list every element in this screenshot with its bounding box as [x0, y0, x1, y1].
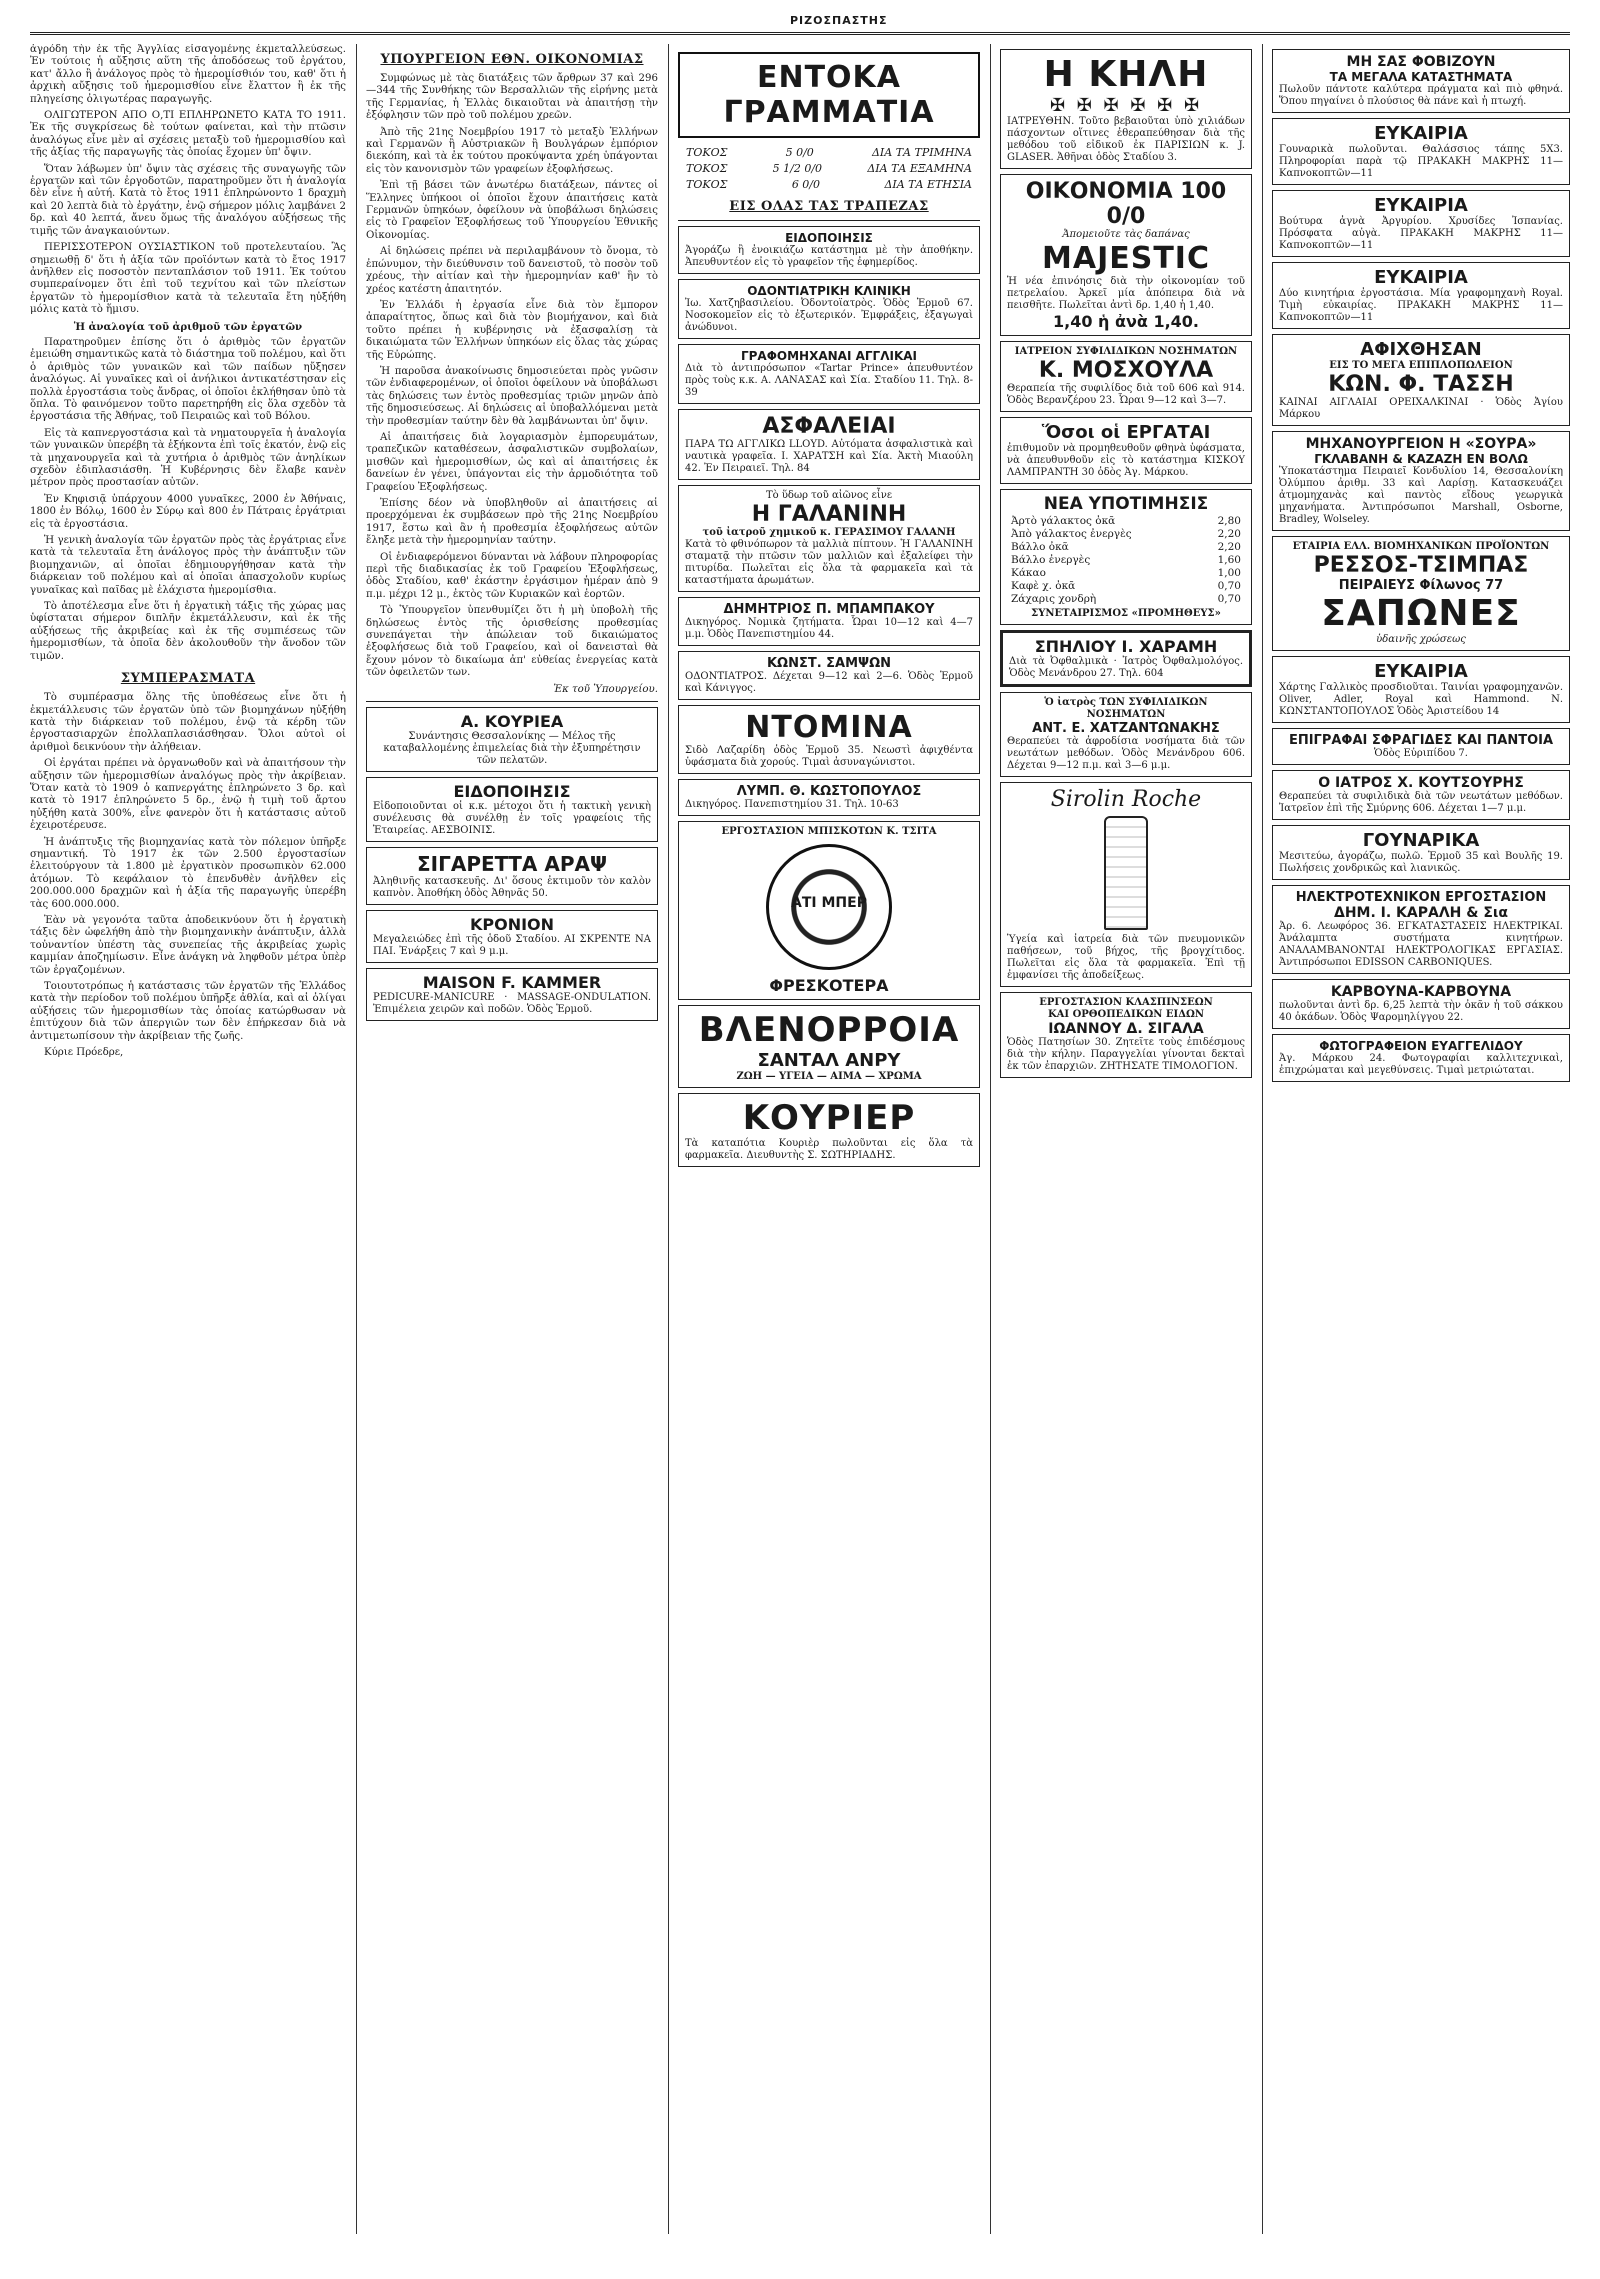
price-item: Ἀρτὸ γάλακτος ὀκᾶ [1011, 515, 1116, 527]
price-row [1011, 593, 1241, 605]
ad-name: ΙΩΑΝΝΟΥ Δ. ΣΙΓΑΛΑ [1048, 1021, 1204, 1037]
ad-footer: ΣΥΝΕΤΑΙΡΙΣΜΟΣ «ΠΡΟΜΗΘΕΥΣ» [1031, 608, 1221, 619]
ad-title: Κ. ΜΟΣΧΟΥΛΑ [1038, 358, 1214, 383]
ad-body: Εἰδοποιοῦνται οἱ κ.κ. μέτοχοι ὅτι ἡ τακτικὴ γενικὴ συνέλευσις θὰ συνέλθῃ ἐν τοῖς γραφείοις τῆς Ἑταιρείας. ΑΕΣΒΟΙΝΙΣ. [373, 801, 651, 837]
ad-title: ΚΡΟΝΙΟΝ [469, 915, 555, 935]
article-paragraph: Συμφώνως μὲ τὰς διατάξεις τῶν ἄρθρων 37 καὶ 296—344 τῆς Συνθήκης τῶν Βερσαλλιῶν τῆς εἰρήνης μετὰ τῆς Γερμανίας, ἡ Ἑλλὰς δικαιοῦται νὰ ἀπαιτήσῃ τὴν ἐξόφλησιν τῶν πρὸ τοῦ πολέμου χρεῶν. [366, 73, 658, 122]
ad-body: Βούτυρα ἀγνὰ Ἀργυρίου. Χρυσίδες Ἰσπανίας. Πρόσφατα αὐγὰ. ΠΡΑΚΑΚΗ ΜΑΚΡΗΣ 11—Καπνοκοπτῶν—11 [1279, 216, 1563, 251]
ad-title: ΑΦΙΧΘΗΣΑΝ [1360, 339, 1482, 360]
ad-body: Θεραπεύει τὰ ἀφροδίσια νοσήματα διὰ τῶν νεωτάτων μεθόδων. Ὁδὸς Μενάνδρου 606. Δέχεται 9—12 π.μ. καὶ 3—6 μ.μ. [1007, 736, 1245, 771]
ad-pretitle: ΙΑΤΡΕΙΟΝ ΣΥΦΙΛΙΔΙΚΩΝ ΝΟΣΗΜΑΤΩΝ [1014, 346, 1238, 357]
running-header [30, 14, 1570, 35]
price-value: 1,00 [1217, 567, 1241, 579]
ad-printing [1272, 728, 1570, 765]
ad-notice [366, 777, 658, 842]
rate-row [686, 146, 972, 159]
ad-body: Ἀγοράζω ἢ ἐνοικιάζω κατάστημα μὲ τὴν ἀποθήκην. Ἀπευθυντέον εἰς τὸ γραφεῖον τῆς ἐφημερίδος. [685, 245, 973, 268]
ad-title: ΑΣΦΑΛΕΙΑΙ [762, 414, 896, 439]
article-paragraph: Ἐπίσης δέον νὰ ὑποβληθοῦν αἱ ἀπαιτήσεις αἱ προερχόμεναι ἐκ συμβάσεων πρὸ τῆς 21ης Νοεμβρίου 1917, ἔστω καὶ ἂν ἡ προθεσμία ἐξοφλήσεως αὐτῶν ἔληξε μετὰ τὴν ἡμερομηνίαν ταύτην. [366, 498, 658, 547]
price-value: 1,60 [1217, 554, 1241, 566]
ad-opportunity [1272, 190, 1570, 257]
ad-title: ΒΛΕΝΟΡΡΟΙΑ [698, 1010, 960, 1050]
ad-subtitle: ΤΑ ΜΕΓΑΛΑ ΚΑΤΑΣΤΗΜΑΤΑ [1329, 70, 1513, 84]
ad-name: ΔΗΜ. Ι. ΚΑΡΑΛΗ & Σια [1333, 905, 1508, 921]
ad-workers [1000, 417, 1252, 484]
ad-body: PEDICURE-MANICURE · MASSAGE-ONDULATION. Ἐπιμέλεια χειρῶν καὶ ποδῶν. Ὁδὸς Ἑρμοῦ. [373, 992, 651, 1016]
ad-price-list [1000, 489, 1252, 625]
ad-lawyer [678, 597, 980, 646]
ad-body: Θεραπεύει τὰ συφιλιδικὰ διὰ τῶν νεωτάτων μεθόδων. Ἰατρεῖον ἐπὶ τῆς Σμύρνης 606. Δέχεται 1—7 μ.μ. [1279, 791, 1563, 814]
price-row [1011, 528, 1241, 540]
ad-title: Ο ΙΑΤΡΟΣ Χ. ΚΟΥΤΣΟΥΡΗΣ [1318, 775, 1524, 791]
ad-blenorroia [678, 1005, 980, 1088]
ad-kouriea [366, 707, 658, 772]
ad-notice [678, 226, 980, 274]
price-item: Ἀπὸ γάλακτος ἐνεργὲς [1011, 528, 1132, 540]
ad-name: ΚΩΝ. Φ. ΤΑΣΣΗ [1328, 372, 1514, 397]
ad-department-stores [1272, 49, 1570, 113]
ad-galanini [678, 485, 980, 592]
column-rule [1262, 44, 1263, 2234]
price-value: 2,20 [1217, 528, 1241, 540]
ad-body: Χάρτης Γαλλικὸς προσδιοῦται. Ταινίαι γραφομηχανῶν. Οliver, Adler, Royal καὶ Hammond. Ν. ΚΩΝΣΤΑΝΤΟΠΟΥΛΟΣ Ὁδὸς Ἀριστείδου 14 [1279, 682, 1563, 717]
ad-subtitle: Ἀπομειοῦτε τὰς δαπάνας [1062, 229, 1190, 240]
ad-dentist [678, 651, 980, 700]
article-paragraph: Τοιουτοτρόπως ἡ κατάστασις τῶν ἐργατῶν τῆς Ἑλλάδος κατὰ τὴν περίοδον τοῦ πολέμου ὑπῆρξε ἀθλία, καὶ αἱ ὀλίγαι αὐξήσεις τῶν ἡμερομισθίων τὰς ὁποίας κατώρθωσαν νὰ ἐπιτύχουν διὰ τῶν ἀπεργιῶν των δὲν ἐπήρκεσαν διὰ νὰ ἀντιμετωπίσουν τὴν ἀκρίβειαν τῆς ζωῆς. [30, 981, 346, 1042]
ad-body: Διὰ τὰ Ὀφθαλμικὰ · Ἰατρὸς Ὀφθαλμολόγος. Ὁδὸς Μενάνδρου 27. Τηλ. 604 [1009, 656, 1243, 679]
rate-label: ΤΟΚΟΣ [686, 162, 728, 175]
ad-ophthalmologist [1000, 630, 1252, 687]
ad-body: ΖΩΗ — ΥΓΕΙΑ — ΑΙΜΑ — ΧΡΩΜΑ [736, 1071, 922, 1082]
price-row [1011, 580, 1241, 592]
ad-title: ΓΟΥΝΑΡΙΚΑ [1362, 830, 1480, 851]
ad-title: ΛΥΜΠ. Θ. ΚΩΣΤΟΠΟΥΛΟΣ [736, 784, 922, 799]
ad-title: ΗΛΕΚΤΡΟΤΕΧΝΙΚΟΝ ΕΡΓΟΣΤΑΣΙΟΝ [1295, 890, 1547, 905]
separator [366, 701, 658, 702]
article-paragraph: Τὸ συμπέρασμα ὅλης τῆς ὑποθέσεως εἶνε ὅτι ἡ ἐκμετάλλευσις τῶν ἐργατῶν ὑπὸ τῶν βιομηχάνων ηὐξήθη κατὰ τὴν διάρκειαν τοῦ πολέμου, ἐνῷ τὰ κέρδη τῶν ἐργοστασιαρχῶν ἐπολλαπλασιάσθησαν. Ὅλοι αὐτοὶ οἱ ἀριθμοὶ δεικνύουν τὴν ἀλήθειαν. [30, 692, 346, 753]
ad-lawyer [678, 779, 980, 816]
ad-body: Δικηγόρος. Πανεπιστημίου 31. Τηλ. 10-63 [685, 799, 899, 810]
ad-sirolin [1000, 782, 1252, 987]
price-row [1011, 541, 1241, 553]
price-item: Ζάχαρις χονδρὴ [1011, 593, 1097, 605]
ad-body: Δύο κινητήρια ἐργοστάσια. Μία γραφομηχανὴ Royal. Τιμὴ εὐκαιρίας. ΠΡΑΚΑΚΗ ΜΑΚΡΗΣ 11—Καπνοκοπτῶν—11 [1279, 288, 1563, 323]
article-paragraph: Οἱ ἐργάται πρέπει νὰ ὀργανωθοῦν καὶ νὰ ἀπαιτήσουν τὴν αὔξησιν τῶν ἡμερομισθίων ἀναλόγως πρὸς τὴν ἀκρίβειαν. Ὅταν κατὰ τὸ 1909 ὁ καπνεργάτης ἐπληρώνετο 3 δρ. καὶ κατὰ τὸ 1917 ἐπληρώνετο 5 δρ., ἐνῷ ἡ τιμὴ τοῦ ἄρτου ηὐξήθη κατὰ 300%, εἶνε φανερὸν ὅτι ἡ κατάστασις αὐτοῦ ἐχειροτέρευσε. [30, 758, 346, 832]
price-row [1011, 554, 1241, 566]
article-paragraph: Παρατηροῦμεν ἐπίσης ὅτι ὁ ἀριθμὸς τῶν ἐργατῶν ἐμειώθη σημαντικῶς κατὰ τὸ διάστημα τοῦ πολέμου, καὶ ὅτι ὁ ἀριθμὸς τῶν γυναικῶν καὶ τῶν παίδων ηὔξησεν ἀναλόγως. Αἱ γυναῖκες καὶ οἱ ἀνήλικοι ἀντικατέστησαν εἰς πολλὰ ἐργοστάσια τοὺς ἄνδρας, οἱ ὁποῖοι ἐκλήθησαν ὑπὸ τὰ ὅπλα. Τὸ φαινόμενον τοῦτο παρετηρήθη εἰς ὅλα σχεδὸν τὰ ἐργοστάσια τῆς Ἀθήνας, τοῦ Πειραιῶς καὶ τοῦ Βόλου. [30, 336, 346, 423]
ad-title: ΕΥΚΑΙΡΙΑ [1374, 123, 1468, 144]
newspaper-title: ΡΙΖΟΣΠΑΣΤΗΣ [790, 14, 888, 27]
ad-body: Ὁδὸς Εὐριπίδου 7. [1374, 748, 1468, 759]
ad-body: Μεγαλειώδες ἐπὶ τῆς ὁδοῦ Σταδίου. ΑΙ ΣΚΡΕΝΤΕ ΝΑ ΠΑΙ. Ἐνάρξεις 7 καὶ 9 μ.μ. [373, 934, 651, 958]
ad-doctor [1272, 770, 1570, 820]
price-row [1011, 567, 1241, 579]
article-paragraph: Ἐὰν νὰ γεγονότα ταῦτα ἀποδεικνύουν ὅτι ἡ ἐργατικὴ τάξις δὲν ὠφελήθη ἀπὸ τὴν βιομηχανικὴν ἀνάπτυξιν, ἀλλὰ τοὐναντίον ὑπέστη τὰς συνεπείας τῆς ἀκριβείας χωρὶς καμμίαν ἀποζημίωσιν. Εἶνε ἀνάγκη νὰ ληφθοῦν μέτρα ὑπὲρ τῶν ἐργαζομένων. [30, 915, 346, 976]
section-heading: ΣΥΜΠΕΡΑΣΜΑΤΑ [120, 671, 256, 687]
column-rule [356, 44, 357, 2234]
ornament-icon: ✠ ✠ ✠ ✠ ✠ ✠ [1049, 95, 1203, 116]
ad-clinic [1000, 692, 1252, 777]
ad-furniture [1272, 334, 1570, 426]
ad-soaps [1272, 536, 1570, 651]
ad-title: Η ΓΑΛΑΝΙΝΗ [751, 502, 907, 527]
price-item: Βάλλο ὀκᾶ [1011, 541, 1069, 553]
ad-body: Γουναρικὰ πωλοῦνται. Θαλάσσιος τάπης 5Χ3. Πληροφορίαι παρὰ τῷ ΠΡΑΚΑΚΗ ΜΑΚΡΗΣ 11—Καπνοκοπτῶν—11 [1279, 144, 1563, 179]
ad-title: ΕΠΙΓΡΑΦΑΙ ΣΦΡΑΓΙΔΕΣ ΚΑΙ ΠΑΝΤΟΙΑ [1288, 733, 1554, 748]
ad-body: Διὰ τὸ ἀντιπρόσωπον «Tartar Prince» ἀπευθυντέον πρὸς τοὺς κ.κ. Α. ΛΑΝΑΣΑΣ καὶ Σία. Σταδίου 11. Τηλ. 8-39 [685, 363, 973, 398]
ad-name: ΡΕΣΣΟΣ-ΤΣΙΜΠΑΣ [1313, 553, 1529, 578]
ad-opportunity [1272, 262, 1570, 329]
ad-title: ΣΙΓΑΡΕΤΤΑ ΑΡΑΨ [417, 852, 607, 877]
ad-cigarette [366, 847, 658, 905]
ad-title: ΕΙΔΟΠΟΙΗΣΙΣ [453, 782, 571, 802]
ad-title: MAISON F. KAMMER [422, 973, 602, 993]
ad-pretitle: Ὁ ἰατρὸς ΤΩΝ ΣΥΦΙΛΙΔΙΚΩΝ ΝΟΣΗΜΑΤΩΝ [1044, 697, 1208, 720]
ad-title: ΜΗ ΣΑΣ ΦΟΒΙΖΟΥΝ [1346, 54, 1496, 70]
price-item: Κάκαο [1011, 567, 1046, 579]
price-item: Βάλλο ἐνεργὲς [1011, 554, 1091, 566]
article-paragraph: Ἀπὸ τῆς 21ης Νοεμβρίου 1917 τὸ μεταξὺ Ἑλλήνων καὶ Γερμανῶν ἢ Αὐστριακῶν ἢ Βουλγάρων ἐμπόριον διεκόπη, καὶ τὰ ἐκ τούτου προκύψαντα χρέη ὑπάγονται εἰς τὸν κανονισμὸν τῶν γραφείων ἐξοφλήσεως. [366, 126, 658, 175]
article-paragraph: Ἐπὶ τῇ βάσει τῶν ἀνωτέρω διατάξεων, πάντες οἱ Ἕλληνες ὑπήκοοι οἱ ὁποῖοι ἔχουν ἀπαιτήσεις κατὰ Γερμανῶν ὑπηκόων, ὀφείλουν νὰ ὑποβάλωσι δηλώσεις εἰς τὸ Γραφεῖον Ἐξοφλήσεως τοῦ Ὑπουργείου Ἐθνικῆς Οἰκονομίας. [366, 180, 658, 241]
article-paragraph: ΟΛΙΓΩΤΕΡΟΝ ΑΠΟ Ο,ΤΙ ΕΠΛΗΡΩΝΕΤΟ ΚΑΤΑ ΤΟ 1911. Ἐκ τῆς συγκρίσεως δὲ τούτων φαίνεται, καὶ τὴν πτῶσιν ἀναλόγως εἶνε μὲν αἱ σχέσεις μεταξὺ τοῦ ἡμερομισθίου καὶ τῆς ἀξίας τῆς παραγωγῆς τὰς ὁποίας ἔχομεν ὑπ' ὄψιν. [30, 110, 346, 159]
ad-title: Α. ΚΟΥΡΙΕΑ [460, 712, 564, 732]
ad-title: ΜΗΧΑΝΟΥΡΓΕΙΟΝ Η «ΣΟΥΡΑ» [1305, 436, 1537, 452]
article-paragraph: Αἱ δηλώσεις πρέπει νὰ περιλαμβάνουν τὸ ὄνομα, τὸ ἐπώνυμον, τὴν διεύθυνσιν τοῦ δανειστοῦ, τὸ ποσὸν τοῦ χρέους, τὴν αἰτίαν καὶ τὴν ἡμερομηνίαν καθ' ἣν τὸ χρέος κατέστη ἀπαιτητόν. [366, 246, 658, 295]
ad-title: ΦΩΤΟΓΡΑΦΕΙΟΝ ΕΥΑΓΓΕΛΙΔΟΥ [1319, 1039, 1523, 1053]
medicine-bottle-icon [1104, 816, 1148, 930]
ad-pretitle: ΕΤΑΙΡΙΑ ΕΛΛ. ΒΙΟΜΗΧΑΝΙΚΩΝ ΠΡΟΪΟΝΤΩΝ [1292, 541, 1550, 552]
rate-value: 5 1/2 0/0 [772, 162, 823, 175]
price-value: 2,80 [1217, 515, 1241, 527]
ad-hernia [1000, 49, 1252, 169]
ad-title: ΑΝΤ. Ε. ΧΑΤΖΑΝΤΩΝΑΚΗΣ [1032, 721, 1220, 736]
ad-body: Ἡ νέα ἐπινόησις διὰ τὴν οἰκονομίαν τοῦ πετρελαίου. Ἀρκεῖ μία ἀπόπειρα διὰ νὰ πεισθῆτε. Πωλεῖται ἀντὶ δρ. 1,40 ἡ 1,40. [1007, 276, 1245, 311]
ad-coal [1272, 979, 1570, 1029]
article-paragraph: ἀγρόδη τὴν ἐκ τῆς Ἀγγλίας εἰσαγομένης ἐκμεταλλεύσεως. Ἐν τούτοις ἡ αὔξησις αὕτη τῆς ἀποδόσεως τοῦ ἐργάτου, κατ' ἄλλο ἢ ἀνάλογος πρὸς τὸ ἡμερομίσθιόν του, καθ' ὅτι ἡ ἀρχικὴ αὔξησις τοῦ ἡμερομισθίου εἶνε ἔλαττον ἢ ἐκ τῆς πληγείσης ὀλιγωτέρας παραγωγῆς. [30, 44, 346, 105]
brand-name: MAJESTIC [1042, 241, 1210, 276]
article-paragraph: Ἡ γενικὴ ἀναλογία τῶν ἐργατῶν πρὸς τὰς ἐργάτριας εἶνε κατὰ τὰ τελευταῖα ἔτη ἀνάλογος πρὸς τὴν ἀνάπτυξιν τῶν βιομηχανιῶν, αἱ ὁποῖαι ἐδημιουργήθησαν κατὰ τὴν διάρκειαν τοῦ πολέμου καὶ αἱ ὁποῖαι ἀπασχολοῦν κυρίως γυναῖκας καὶ παῖδας μὲ ἐλάχιστα ἡμερομίσθια. [30, 535, 346, 596]
rate-label: ΤΟΚΟΣ [686, 178, 728, 191]
rate-label: ΤΟΚΟΣ [686, 146, 728, 159]
ad-body: Μεσιτεύω, ἀγοράζω, πωλῶ. Ἑρμοῦ 35 καὶ Βουλῆς 19. Πωλήσεις χονδρικῶς καὶ λιανικῶς. [1279, 851, 1563, 874]
ad-body: ἐπιθυμοῦν νὰ προμηθευθοῦν φθηνὰ ὑφάσματα, νὰ ἀπευθυνθοῦν εἰς τὸ κατάστημα ΚΙΣΚΟΥ ΛΑΜΠΡΑΝΤΗ 30 ὁδὸς Ἀγ. Μάρκου. [1007, 443, 1245, 478]
ad-body: Ἰω. Χατζηβασιλείου. Ὀδοντοϊατρὸς. Ὁδὸς Ἑρμοῦ 67. Νοσοκομεῖον εἰς τὸ ἐξωτερικόν. Ἐμφράξεις, ἐξαγωγαὶ ἀνώδυνοι. [685, 298, 973, 333]
ad-body: Ἀληθινῆς κατασκευῆς. Δι' ὅσους ἐκτιμοῦν τὸν καλὸν καπνὸν. Ἀποθήκη ὁδὸς Ἀθηνᾶς 50. [373, 876, 651, 900]
ad-dentist [678, 279, 980, 339]
article-paragraph: ΠΕΡΙΣΣΟΤΕΡΟΝ ΟΥΣΙΑΣΤΙΚΟΝ τοῦ προτελευταίου. Ἂς σημειωθῇ δ' ὅτι ἡ ἀξία τῶν προϊόντων κατὰ τὸ ἔτος 1917 ἀνῆλθεν εἰς ποσοστὸν πενταπλάσιον τοῦ 1911. Ἐκ τούτου συμπεραίνομεν ὅτι ἐπὶ τοῦ τεχνίτου καὶ τῶν πλείστων ἐργατῶν τὸ ἡμερομίσθιον κατὰ τὰ τελευταῖα ἔτη ηὐξήθη μόλις κατὰ τὸ ἥμισυ. [30, 242, 346, 316]
section-heading: ΥΠΟΥΡΓΕΙΟΝ ΕΘΝ. ΟΙΚΟΝΟΜΙΑΣ [380, 52, 644, 67]
ad-biscuits [678, 821, 980, 1000]
ad-title: ΓΡΑΦΟΜΗΧΑΝΑΙ ΑΓΓΛΙΚΑΙ [740, 349, 917, 363]
ad-subtitle: τοῦ ἰατροῦ χημικοῦ κ. ΓΕΡΑΣΙΜΟΥ ΓΑΛΑΝΗ [702, 527, 956, 538]
ad-body: Ὁδὸς Πατησίων 30. Ζητεῖτε τοὺς ἐπιδέσμους διὰ τὴν κήλην. Παραγγελίαι γίνονται δεκταὶ ἐκ τῶν ἐπαρχιῶν. ΖΗΤΗΣΑΤΕ ΤΙΜΟΛΟΓΙΟΝ. [1007, 1037, 1245, 1072]
ad-opportunity [1272, 656, 1570, 723]
price-value: 2,20 [1217, 541, 1241, 553]
ad-title: ΣΠΗΛΙΟΥ Ι. ΧΑΡΑΜΗ [1034, 637, 1218, 656]
ad-majestic [1000, 174, 1252, 336]
ads-column-4 [1000, 44, 1252, 2234]
article-paragraph: Αἱ ἀπαιτήσεις διὰ λογαριασμὸν ἐμπορευμάτων, τραπεζικῶν καταθέσεων, ἀσφαλιστικῶν συμβολαίων, μισθῶν καὶ ἡμερομισθίων, ὡς καὶ αἱ ἀπαιτήσεις ἐκ δανείων ἐν γένει, ὑπάγονται εἰς τὴν ἀρμοδιότητα τοῦ Γραφείου Ἐξοφλήσεως. [366, 431, 658, 493]
ad-title: Ὅσοι οἱ ΕΡΓΑΤΑΙ [1041, 422, 1211, 443]
rate-term: ΔΙΑ ΤΑ ΕΞΑΜΗΝΑ [867, 162, 972, 175]
ad-kronion [366, 910, 658, 963]
ad-title: ΚΟΥΡΙΕΡ [742, 1098, 916, 1138]
ad-opportunity [1272, 118, 1570, 185]
treasury-bills-title: ΕΝΤΟΚΑ ΓΡΑΜΜΑΤΙΑ [678, 52, 980, 138]
ad-orthopedic [1000, 992, 1252, 1078]
article-paragraph: Τὸ Ὑπουργεῖον ὑπενθυμίζει ὅτι ἡ μὴ ὑποβολὴ τῆς δηλώσεως ἐντὸς τῆς ὁρισθείσης προθεσμίας συνεπάγεται τὴν ἀπώλειαν τοῦ δικαιώματος ἐξοφλήσεως διὰ τοῦ Γραφείου, καὶ οἱ δανεισταὶ θὰ ἔχουν μόνον τὸ δικαίωμα ἀπ' εὐθείας ἐνεργείας κατὰ τῶν ὀφειλετῶν των. [366, 605, 658, 679]
ad-body: Κατὰ τὸ φθινόπωρον τὰ μαλλιὰ πίπτουν. Ἡ ΓΑΛΑΝΙΝΗ σταματᾷ τὴν πτῶσιν τῶν μαλλιῶν καὶ ἐξαλείφει τὴν πιτυρίδα. Πωλεῖται εἰς ὅλα τὰ φαρμακεῖα καὶ τὰ καταστήματα ἀρωμάτων. [685, 539, 973, 586]
ad-body: Τὰ καταπότια Κουριὲρ πωλοῦνται εἰς ὅλα τὰ φαρμακεῖα. Διευθυντὴς Σ. ΣΩΤΗΡΙΑΔΗΣ. [685, 1138, 973, 1161]
rate-value: 6 0/0 [791, 178, 821, 191]
rate-row [686, 178, 972, 191]
ad-kammer [366, 968, 658, 1021]
ad-body: Δικηγόρος. Νομικὰ ζητήματα. Ὧραι 10—12 καὶ 4—7 μ.μ. Ὁδὸς Πανεπιστημίου 44. [685, 617, 973, 640]
article-paragraph: Ὅταν λάβωμεν ὑπ' ὄψιν τὰς σχέσεις τῆς συναγωγῆς τῶν ἐργατῶν καὶ τῶν ἐργοδοτῶν, παρατηροῦμεν ὅτι ἡ ἀναλογία δὲν εἶνε ἡ αὐτή. Κατὰ τὸ ἔτος 1911 ἐπληρώνοντο 1 δραχμὴ καὶ 20 λεπτὰ διὰ τὸ ἐργάτην, ἐνῷ σήμερον μόλις λαμβάνει 2 δρ. καὶ 40 λεπτά, ἄνευ ὅμως τῆς ἀναλόγου αὐξήσεως τῆς τιμῆς τῶν ἀναγκαιούντων. [30, 163, 346, 237]
article-paragraph: Οἱ ἐνδιαφερόμενοι δύνανται νὰ λάβουν πληροφορίας περὶ τῆς διαδικασίας ἐκ τοῦ Γραφείου Ἐξοφλήσεως, ὁδὸς Σταδίου, καθ' ἑκάστην ἐργάσιμον ἡμέραν ἀπὸ 9 π.μ. μέχρι 12 μ., ἐκτὸς τῶν Κυριακῶν καὶ ἑορτῶν. [366, 551, 658, 600]
ad-title: ΕΥΚΑΙΡΙΑ [1374, 661, 1468, 682]
article-paragraph: Ἡ παροῦσα ἀνακοίνωσις δημοσιεύεται πρὸς γνῶσιν τῶν ἐνδιαφερομένων, οἱ ὁποῖοι ὀφείλουν νὰ ὑποβάλωσι τὰς δηλώσεις των ἐντὸς προθεσμίας τριῶν μηνῶν ἀπὸ τῆς δημοσιεύσεως. Αἱ δηλώσεις αἱ ὑποβαλλόμεναι μετὰ τὴν προθεσμίαν ταύτην δὲν θὰ λαμβάνωνται ὑπ' ὄψιν. [366, 365, 658, 427]
ad-body: Ὑποκατάστημα Πειραιεῖ Κονδυλίου 14, Θεσσαλονίκη Ὀλύμπου ἀριθμ. 33 καὶ Λαρίσῃ. Κατασκευάζει ἀτμομηχανὰς καὶ παντὸς εἴδους γεωργικὰ μηχανήματα. Ἀντιπρόσωποι Marshall, Osborne, Bradley, Wolseley. [1279, 466, 1563, 525]
article-paragraph: Ἐν Κηφισιᾷ ὑπάρχουν 4000 γυναῖκες, 2000 ἐν Ἀθήναις, 1800 ἐν Βόλῳ, 1600 ἐν Σύρῳ καὶ 800 ἐν Πάτραις ἐργάτριαι εἰς τὰ ἐργοστάσια. [30, 493, 346, 530]
price-value: 0,70 [1217, 580, 1241, 592]
price-value: 0,70 [1217, 593, 1241, 605]
ad-title: ΝΤΟΜΙΝΑ [745, 710, 913, 745]
article-column-1 [30, 44, 346, 2234]
article-paragraph: Κύριε Πρόεδρε, [44, 1047, 124, 1059]
ad-body: ΠΑΡΑ ΤΩ ΑΓΓΛΙΚΩ LLOYD. Αὐτόματα ἀσφαλιστικὰ καὶ ναυτικὰ γραφεῖα. Ι. ΧΑΡΑΤΣΗ καὶ Σία. Ἀκτὴ Μιαούλη 42. Ἐν Πειραιεῖ. Τηλ. 84 [685, 439, 973, 474]
ad-body: Πωλοῦν πάντοτε καλύτερα πράγματα καὶ πιὸ φθηνά. Ὅπου πηγαίνει ὁ πλούσιος θὰ πάνε καὶ ἡ πτωχή. [1279, 84, 1563, 107]
ad-title: ΕΡΓΟΣΤΑΣΙΟΝ ΚΛΑΣΠΙΝΣΕΩΝ [1039, 997, 1213, 1008]
biscuit-logo-icon [766, 844, 892, 970]
ad-furs [1272, 825, 1570, 880]
ad-body: Συνάντησις Θεσσαλονίκης — Μέλος τῆς καταβαλλομένης ἐπιμελείας διὰ τὴν ἐξυπηρέτησιν τῶν πελατῶν. [383, 731, 641, 767]
article-signature: Ἐκ τοῦ Ὑπουργείου. [553, 683, 658, 695]
ad-body: Θεραπεία τῆς συφιλίδος διὰ τοῦ 606 καὶ 914. Ὁδὸς Βερανζέρου 23. Ὧραι 9—12 καὶ 3—7. [1007, 383, 1245, 406]
ad-title: ΝΕΑ ΥΠΟΤΙΜΗΣΙΣ [1043, 494, 1209, 514]
ad-subtitle: ΚΑΙ ΟΡΘΟΠΕΔΙΚΩΝ ΕΙΔΩΝ [1047, 1009, 1205, 1020]
ad-title: ΕΙΔΟΠΟΙΗΣΙΣ [785, 231, 873, 245]
ad-body: ΟΔΟΝΤΙΑΤΡΟΣ. Δέχεται 9—12 καὶ 2—6. Ὁδὸς Ἑρμοῦ καὶ Κάνιγγος. [685, 671, 973, 694]
ad-photo [1272, 1034, 1570, 1082]
separator [678, 220, 980, 221]
ad-body: Ἀγ. Μάρκου 24. Φωτογραφίαι καλλιτεχνικαὶ, ἐπιχρώμαται καὶ μεγεθύνσεις. Τιμαὶ μετριώταται. [1279, 1053, 1563, 1076]
ad-clinic-moschoula [1000, 341, 1252, 412]
ad-body: ΚΑΙΝΑΙ ΑΙΓΛΑΙΑΙ ΟΡΕΙΧΑΛΚΙΝΑΙ · Ὁδὸς Ἀγίου Μάρκου [1279, 397, 1563, 420]
article-column-2 [366, 44, 658, 2234]
ads-column-5 [1272, 44, 1570, 2234]
ad-typewriters [678, 344, 980, 404]
ad-subtitle: ὑδαινῆς χρώσεως [1376, 634, 1466, 645]
column-rule [990, 44, 991, 2234]
ad-electrical [1272, 885, 1570, 974]
article-subheading: Ἡ ἀναλογία τοῦ ἀριθμοῦ τῶν ἐργατῶν [73, 320, 303, 333]
ad-body: Σιδὸ Λαζαρίδη ὁδὸς Ἑρμοῦ 35. Νεωστὶ ἀφιχθέντα ὑφάσματα διὰ χορούς. Τιμαὶ ἀσυναγώνιστοι. [685, 745, 973, 768]
ad-body: Ἀρ. 6. Λεωφόρος 36. ΕΓΚΑΤΑΣΤΑΣΕΙΣ ΗΛΕΚΤΡΙΚΑΙ. Ἀνάλαμπτα συστήματα κινητήρων. ΑΝΑΛΑΜΒΑΝΟΝΤΑΙ ΗΛΕΚΤΡΟΛΟΓΙΚΑΣ ΕΡΓΑΣΙΑΣ. Ἀντιπρόσωποι EDISSON CARBONIQUES. [1279, 921, 1563, 968]
price-item: Καφὲ χ. ὀκᾶ [1011, 580, 1076, 592]
rate-term: ΔΙΑ ΤΑ ΤΡΙΜΗΝΑ [871, 146, 972, 159]
ad-address: ΠΕΙΡΑΙΕΥΣ Φίλωνος 77 [1338, 578, 1504, 593]
ad-title: ΟΔΟΝΤΙΑΤΡΙΚΗ ΚΛΙΝΙΚΗ [747, 284, 911, 298]
rate-row [686, 162, 972, 175]
ad-title: ΕΥΚΑΙΡΙΑ [1374, 195, 1468, 216]
ad-price: 1,40 ἡ ἀνὰ 1,40. [1052, 312, 1199, 331]
ad-body: Ὑγεία καὶ ἰατρεία διὰ τῶν πνευμονικῶν παθήσεων, τοῦ βήχος, τῆς βρογχίτιδος. Πωλεῖται εἰς ὅλα τὰ φαρμακεῖα. Ἐπὶ τῇ ἐμφανίσει τῆς ἀποδείξεως. [1007, 934, 1245, 981]
rate-value: 5 0/0 [785, 146, 814, 159]
column-rule [668, 44, 669, 2234]
ad-subtitle: ΣΑΝΤΑΛ ΑΝΡΥ [757, 1050, 901, 1071]
price-row [1011, 515, 1241, 527]
ad-ntomina [678, 705, 980, 774]
ad-title: ΕΡΓΟΣΤΑΣΙΟΝ ΜΠΙΣΚΟΤΩΝ Κ. ΤΣΙΤΑ [721, 826, 937, 837]
ads-column-3 [678, 44, 980, 2234]
banks-line: ΕΙΣ ΟΛΑΣ ΤΑΣ ΤΡΑΠΕΖΑΣ [729, 199, 929, 214]
rate-term: ΔΙΑ ΤΑ ΕΤΗΣΙΑ [884, 178, 972, 191]
ad-title: ΚΩΝΣΤ. ΣΑΜΨΩΝ [766, 656, 892, 671]
ad-body: ΙΑΤΡΕΥΘΗΝ. Τοῦτο βεβαιοῦται ὑπὸ χιλιάδων πάσχοντων οἵτινες ἐθεραπεύθησαν διὰ τῆς μεθόδου τοῦ εἰδικοῦ ἐκ ΠΑΡΙΣΙΩΝ κ. J. GLASER. Ἀθῆναι ὁδὸς Σταδίου 3. [1007, 116, 1245, 163]
ad-title: ΣΑΠΩΝΕΣ [1321, 593, 1521, 634]
article-paragraph: Ἡ ἀνάπτυξις τῆς βιομηχανίας κατὰ τὸν πόλεμον ὑπῆρξε σημαντική. Τὸ 1917 ἐκ τῶν 2.500 ἐργοστασίων ἐλειτούργουν τὰ 1.800 μὲ ἐργατικὸν προσωπικὸν 62.000 ἀτόμων. Τὸ κεφάλαιον τὸ ἐπενδυθὲν ἀνῆλθεν εἰς 200.000.000 δραχμῶν καὶ ἡ ἀξία τῆς παραγωγῆς ὑπερέβη τὰς 600.000.000. [30, 836, 346, 910]
logo-text: ΑΤΙ ΜΠΕΡ [791, 895, 867, 911]
ad-insurance [678, 409, 980, 480]
ad-footer: ΦΡΕΣΚΟΤΕΡΑ [769, 976, 889, 995]
ad-pretitle: Τὸ ὕδωρ τοῦ αἰῶνος εἶνε [765, 490, 893, 501]
ad-machine-shop [1272, 431, 1570, 531]
article-paragraph: Τὸ ἀποτέλεσμα εἶνε ὅτι ἡ ἐργατικὴ τάξις τῆς χώρας μας ὑφίσταται σήμερον διπλῆν ἐκμετάλλευσιν, καὶ ἐκ τῆς αὐξήσεως τῆς ἀκριβείας καὶ ἐκ τῆς συμπιέσεως τῶν ἡμερομισθίων, τὰ ὁποῖα δὲν ἀκολουθοῦν τὴν ἄνοδον τῶν τιμῶν. [30, 601, 346, 662]
ad-courier [678, 1093, 980, 1167]
ad-title: Η ΚΗΛΗ [1043, 54, 1209, 95]
ad-title: ΕΥΚΑΙΡΙΑ [1374, 267, 1468, 288]
ad-body: πωλοῦνται ἀντὶ δρ. 6,25 λεπτὰ τὴν ὀκᾶν ἡ τοῦ σάκκου 40 ὀκάδων. Ὁδὸς Ψαρομηλίγγου 22. [1279, 1000, 1563, 1023]
ad-subtitle: ΓΚΛΑΒΑΝΗ & ΚΑΖΑΖΗ ΕΝ ΒΟΛΩ [1314, 452, 1528, 466]
ad-subtitle: ΕΙΣ ΤΟ ΜΕΓΑ ΕΠΙΠΛΟΠΩΛΕΙΟΝ [1329, 360, 1513, 371]
ad-title: ΟΙΚΟΝΟΜΙΑ 100 0/0 [1025, 179, 1227, 229]
ad-title: Sirolin Roche [1050, 787, 1202, 812]
ad-title: ΚΑΡΒΟΥΝΑ-ΚΑΡΒΟΥΝΑ [1330, 984, 1512, 1000]
article-paragraph: Ἐν Ἑλλάδι ἡ ἐργασία εἶνε διὰ τὸν ἔμπορον ἀπαραίτητος, ὅπως καὶ διὰ τὸν βιομήχανον, καὶ διὰ τοῦτο πρέπει ἡ κυβέρνησις νὰ ἐξασφαλίσῃ τὰ δικαιώματα τῶν Ἑλλήνων ὑπηκόων εἰς ὅλας τὰς χώρας τῆς Εὐρώπης. [366, 299, 658, 361]
ad-title: ΔΗΜΗΤΡΙΟΣ Π. ΜΠΑΜΠΑΚΟΥ [723, 602, 935, 617]
article-paragraph: Εἰς τὰ καπνεργοστάσια καὶ τὰ νηματουργεῖα ἡ ἀναλογία τῶν γυναικῶν ὑπερέβη τὰ ἑξήκοντα ἐπὶ τοῖς ἑκατόν, ἐνῷ εἰς τὰ μηχανουργεῖα καὶ τὰ χυτήρια ὁ ἀριθμὸς τῶν ἀνηλίκων σχεδὸν ἐδιπλασιάσθη. Ἡ Κυβέρνησις δὲν ἔλαβε κανὲν μέτρον πρὸς προστασίαν αὐτῶν. [30, 427, 346, 489]
